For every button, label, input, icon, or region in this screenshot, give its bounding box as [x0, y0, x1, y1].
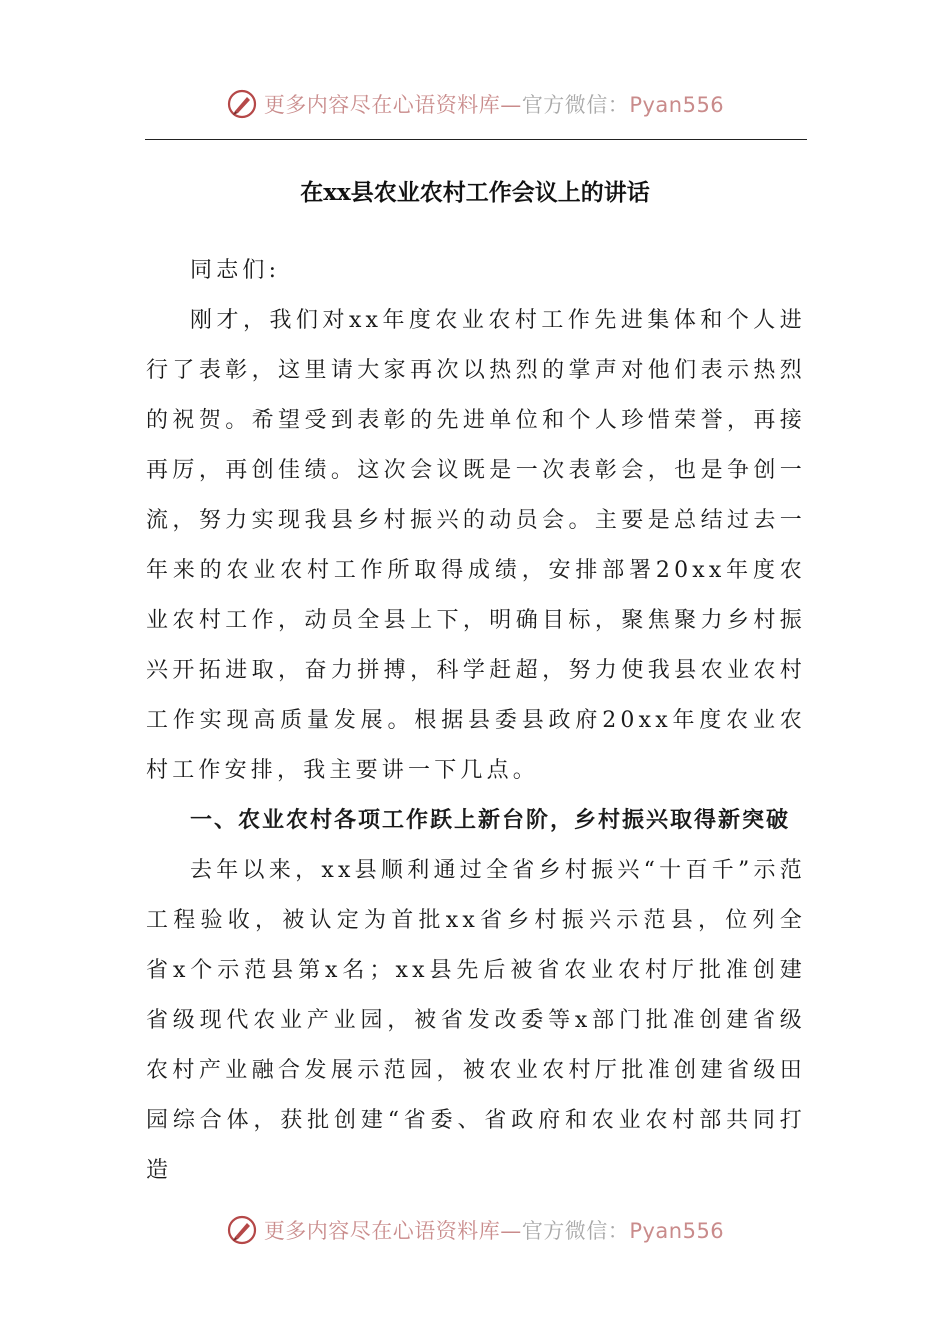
pen-circle-icon: [226, 88, 258, 120]
pen-circle-icon: [226, 1214, 258, 1246]
wechat-id: Pyan556: [629, 93, 725, 117]
wechat-id: Pyan556: [629, 1219, 725, 1243]
wechat-label: 官方微信：: [521, 1219, 630, 1243]
salutation: 同志们:: [190, 258, 281, 283]
footer-watermark: [0, 1210, 950, 1250]
header-watermark: [0, 84, 950, 124]
section-paragraph: 去年以来，xx县顺利通过全省乡村振兴“十百千”示范工程验收，被认定为首批xx省乡村振兴示范县，位列全省x个示范县第x名；xx县先后被省农业农村厅批准创建省级现代农业产业园，被省发改委等x部门批准创建省级农村产业融合发展示范园，被农业农村厅批准创建省级田园综合体，获批创建“省委、省政府和农业农村部共同打造: [146, 858, 806, 1183]
body-paragraph: 刚才，我们对xx年度农业农村工作先进集体和个人进行了表彰，这里请大家再次以热烈的掌声对他们表示热烈的祝贺。希望受到表彰的先进单位和个人珍惜荣誉，再接再厉，再创佳绩。这次会议既是一次表彰会，也是争创一流，努力实现我县乡村振兴的动员会。主要是总结过去一年来的农业农村工作所取得成绩，安排部署20xx年度农业农村工作，动员全县上下，明确目标，聚焦聚力乡村振兴开拓进取，奋力拼搏，科学赶超，努力使我县农业农村工作实现高质量发展。根据县委县政府20xx年度农业农村工作安排，我主要讲一下几点。: [146, 308, 806, 783]
watermark-text: 更多内容尽在心语资料库—: [263, 93, 522, 117]
section-heading: 一、农业农村各项工作跃上新台阶，乡村振兴取得新突破: [190, 808, 791, 833]
document-title: 在xx县农业农村工作会议上的讲话: [300, 179, 650, 206]
header-divider: [145, 139, 807, 140]
document-body: [146, 246, 806, 1196]
watermark-text: 更多内容尽在心语资料库—: [263, 1219, 522, 1243]
wechat-label: 官方微信：: [521, 93, 630, 117]
